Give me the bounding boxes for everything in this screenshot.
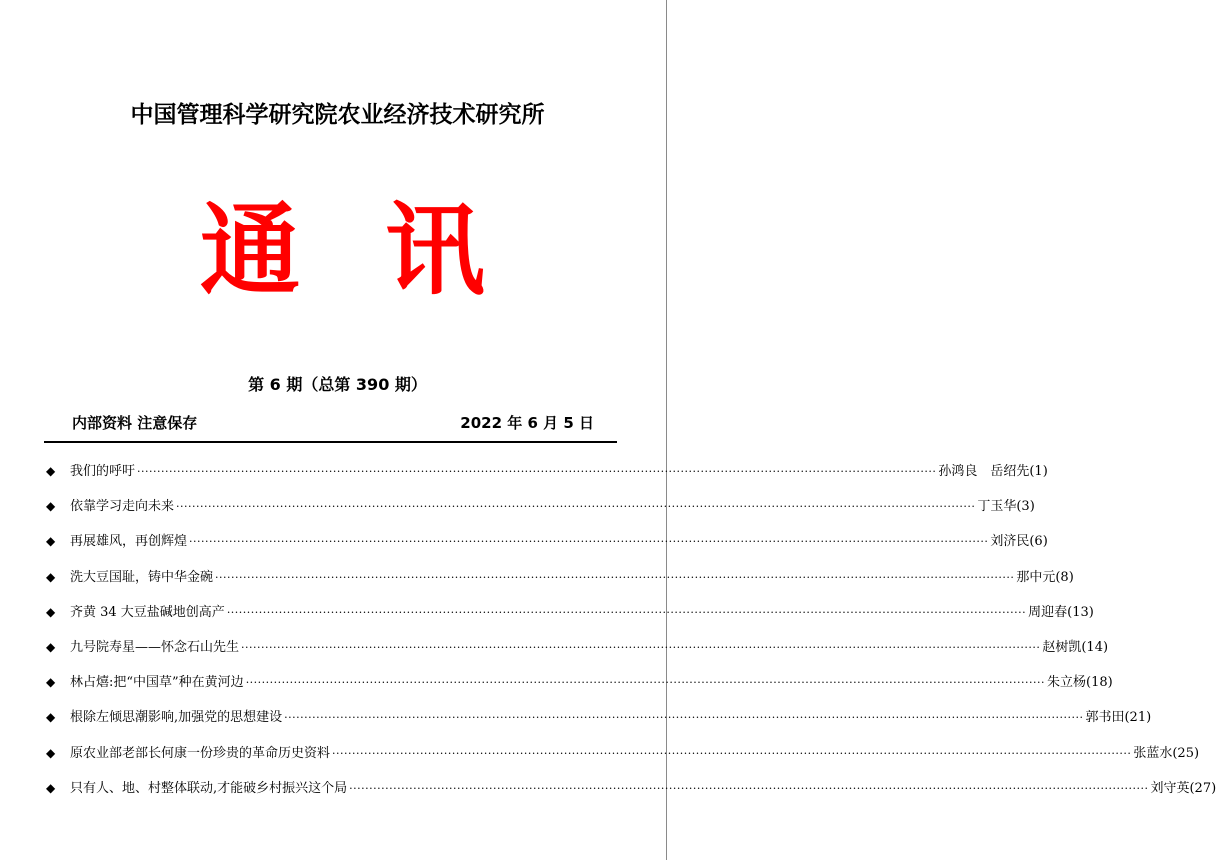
toc-item-author: 刘济民 bbox=[990, 534, 1030, 550]
toc-leader-dots: ········································································································································································································ bbox=[241, 640, 1041, 654]
toc-item[interactable] bbox=[46, 566, 1074, 601]
masthead-char-2: 讯 bbox=[385, 191, 485, 309]
toc-item[interactable] bbox=[46, 636, 1109, 671]
toc-item[interactable] bbox=[46, 742, 1200, 777]
diamond-bullet-icon: ◆ bbox=[46, 534, 56, 549]
toc-leader-dots: ········································································································································································································ bbox=[349, 781, 1149, 795]
toc-leader-dots: ········································································································································································································ bbox=[284, 711, 1084, 725]
toc-item-title: 原农业部老部长何康一份珍贵的革命历史资料 bbox=[70, 745, 331, 761]
diamond-bullet-icon: ◆ bbox=[46, 745, 56, 760]
toc-item-page: (18) bbox=[1086, 675, 1113, 691]
toc-item-author: 赵树凯 bbox=[1042, 639, 1082, 655]
toc-item-title: 林占熺:把“中国草”种在黄河边 bbox=[70, 675, 244, 691]
toc-leader-dots: ········································································································································································································ bbox=[176, 500, 976, 514]
header-divider bbox=[44, 441, 617, 443]
toc-item-title: 再展雄风，再创辉煌 bbox=[70, 534, 188, 550]
toc-item-title: 九号院寿星——怀念石山先生 bbox=[70, 639, 240, 655]
diamond-bullet-icon: ◆ bbox=[46, 464, 56, 478]
toc-item-page: (14) bbox=[1081, 639, 1109, 655]
toc-item-author: 丁玉华 bbox=[977, 499, 1017, 515]
toc-item-title: 洗大豆国耻，铸中华金碗 bbox=[70, 569, 214, 585]
toc-item[interactable] bbox=[46, 777, 1216, 812]
toc-item-author: 那中元 bbox=[1016, 569, 1056, 585]
table-of-contents bbox=[46, 460, 1216, 812]
diamond-bullet-icon: ◆ bbox=[46, 675, 56, 690]
toc-leader-dots: ········································································································································································································ bbox=[332, 746, 1132, 760]
toc-item-page: (8) bbox=[1055, 569, 1074, 585]
internal-note: 内部资料 注意保存 bbox=[72, 414, 198, 432]
toc-item-page: (6) bbox=[1029, 534, 1048, 550]
toc-item-author: 朱立杨 bbox=[1047, 675, 1087, 691]
toc-item[interactable] bbox=[46, 460, 1048, 495]
diamond-bullet-icon: ◆ bbox=[46, 780, 56, 795]
toc-item[interactable] bbox=[46, 495, 1035, 530]
issue-date: 2022 年 6 月 5 日 bbox=[460, 414, 594, 432]
masthead-char-1: 通 bbox=[200, 191, 300, 309]
issue-number: 第 6 期（总第 390 期） bbox=[248, 375, 427, 394]
toc-item-page: (21) bbox=[1124, 710, 1152, 726]
toc-item-page: (27) bbox=[1189, 780, 1216, 796]
toc-leader-dots: ········································································································································································································ bbox=[215, 570, 1015, 584]
toc-item-author: 孙鸿良 岳绍先 bbox=[938, 464, 1030, 479]
diamond-bullet-icon: ◆ bbox=[46, 710, 56, 725]
toc-item-page: (25) bbox=[1172, 745, 1200, 761]
toc-item-author: 周迎春 bbox=[1028, 604, 1068, 620]
toc-item-title: 依靠学习走向未来 bbox=[70, 499, 175, 515]
toc-item[interactable] bbox=[46, 671, 1113, 706]
diamond-bullet-icon: ◆ bbox=[46, 639, 56, 654]
toc-item-title: 齐黄 34 大豆盐碱地创高产 bbox=[70, 604, 225, 620]
toc-item[interactable] bbox=[46, 601, 1094, 636]
toc-item-author: 刘守英 bbox=[1150, 780, 1190, 796]
toc-leader-dots: ········································································································································································································ bbox=[245, 676, 1046, 690]
toc-item-title: 我们的呼吁 bbox=[70, 464, 136, 479]
diamond-bullet-icon: ◆ bbox=[46, 569, 56, 584]
toc-item-author: 张蓝水 bbox=[1133, 745, 1173, 761]
toc-item-author: 郭书田 bbox=[1085, 710, 1125, 726]
toc-item-page: (1) bbox=[1029, 464, 1048, 479]
diamond-bullet-icon: ◆ bbox=[46, 499, 56, 514]
toc-item-title: 只有人、地、村整体联动,才能破乡村振兴这个局 bbox=[70, 780, 348, 796]
toc-item-page: (13) bbox=[1067, 604, 1094, 620]
diamond-bullet-icon: ◆ bbox=[46, 604, 56, 619]
toc-leader-dots: ········································································································································································································ bbox=[189, 535, 989, 549]
toc-item-page: (3) bbox=[1016, 499, 1035, 515]
toc-item-title: 根除左倾思潮影响,加强党的思想建设 bbox=[70, 710, 283, 726]
toc-item[interactable] bbox=[46, 530, 1048, 565]
toc-leader-dots: ········································································································································································································ bbox=[226, 605, 1027, 619]
page-edge-line bbox=[666, 0, 667, 860]
institution-name: 中国管理科学研究院农业经济技术研究所 bbox=[130, 102, 545, 128]
toc-leader-dots: ········································································································································································································ bbox=[137, 465, 937, 478]
toc-item[interactable] bbox=[46, 706, 1152, 741]
